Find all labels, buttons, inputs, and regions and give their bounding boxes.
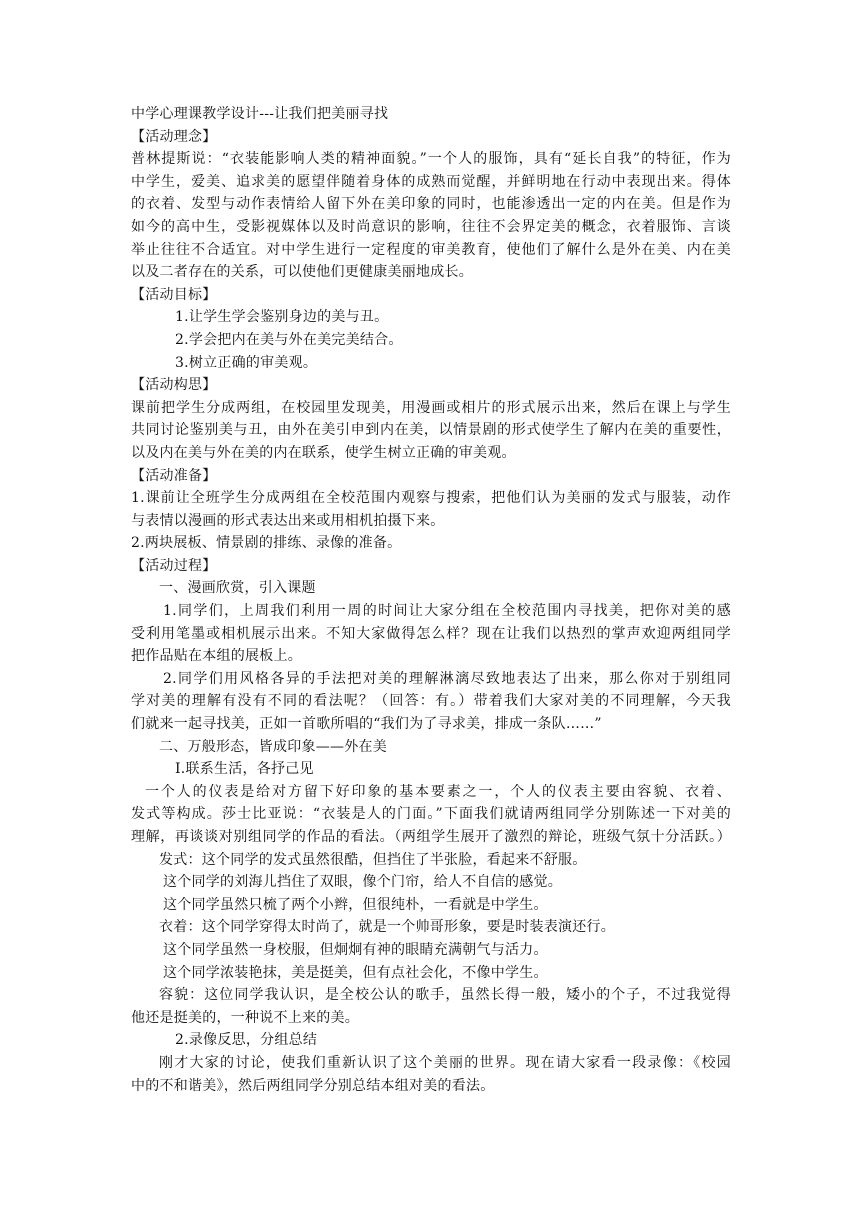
paragraph-line: 共同讨论鉴别美与丑，由外在美引申到内在美，以情景剧的形式使学生了解内在美的重要性， (131, 422, 731, 439)
paragraph-line: 刚才大家的讨论，使我们重新认识了这个美丽的世界。现在请大家看一段录像：《校园 (159, 1054, 731, 1071)
section-heading: 【活动理念】 (131, 128, 217, 145)
paragraph-line: 如今的高中生，受影视媒体以及时尚意识的影响，往往不会界定美的概念，衣着服饰、言谈 (131, 218, 731, 235)
section-heading: 【活动准备】 (131, 467, 217, 484)
paragraph-line: 衣着：这个同学穿得太时尚了，就是一个帅哥形象，要是时装表演还行。 (159, 919, 615, 936)
subsection-heading: 二、万般形态，皆成印象——外在美 (159, 738, 387, 755)
paragraph-line: 们就来一起寻找美，正如一首歌所唱的“我们为了寻求美，排成一条队……” (131, 716, 602, 733)
section-heading: 【活动构思】 (131, 377, 217, 394)
document-page (131, 103, 731, 1097)
paragraph-line: 以及内在美与外在美的内在联系，使学生树立正确的审美观。 (131, 444, 516, 461)
subsection-heading: Ⅰ.联系生活，各抒己见 (175, 761, 314, 778)
list-item: 3.树立正确的审美观。 (175, 354, 318, 371)
paragraph-line: 容貌：这位同学我认识，是全校公认的歌手，虽然长得一般，矮小的个子，不过我觉得 (159, 987, 731, 1004)
paragraph-line: 的衣着、发型与动作表情给人留下外在美印象的同时，也能渗透出一定的内在美。但是作为 (131, 196, 731, 213)
paragraph-line: 以及二者存在的关系，可以使他们更健康美丽地成长。 (131, 264, 473, 281)
paragraph-line: 发式：这个同学的发式虽然很酷，但挡住了半张脸，看起来不舒服。 (159, 851, 587, 868)
paragraph-line: 中的不和谐美》，然后两组同学分别总结本组对美的看法。 (131, 1077, 495, 1094)
paragraph-line: 学对美的理解有没有不同的看法呢？（回答：有。）带着我们大家对美的不同理解，今天我 (131, 693, 731, 710)
paragraph-line: 这个同学的刘海儿挡住了双眼，像个门帘，给人不自信的感觉。 (163, 874, 562, 891)
list-item: 2.学会把内在美与外在美完美结合。 (175, 331, 403, 348)
paragraph-line: 2.两块展板、情景剧的排练、录像的准备。 (131, 535, 402, 552)
paragraph-line: 他还是挺美的，一种说不上来的美。 (131, 1009, 359, 1026)
section-heading: 【活动目标】 (131, 286, 217, 303)
paragraph-line: 2.同学们用风格各异的手法把对美的理解淋漓尽致地表达了出来，那么你对于别组同 (163, 670, 731, 687)
subsection-heading: 2.录像反思，分组总结 (175, 1032, 318, 1049)
paragraph-line: 这个同学浓装艳抹，美是挺美，但有点社会化，不像中学生。 (163, 964, 548, 981)
paragraph-line: 理解，再谈谈对别组同学的作品的看法。（两组学生展开了激烈的辩论，班级气氛十分活跃。） (131, 829, 731, 845)
paragraph-line: 中学生，爱美、追求美的愿望伴随着身体的成熟而觉醒，并鲜明地在行动中表现出来。得体 (131, 173, 731, 190)
list-item: 1.让学生学会鉴别身边的美与丑。 (175, 309, 389, 326)
paragraph-line: 把作品贴在本组的展板上。 (131, 648, 302, 665)
subsection-heading: 一、漫画欣赏，引入课题 (159, 580, 316, 597)
paragraph-line: 1.课前让全班学生分成两组在全校范围内观察与搜索，把他们认为美丽的发式与服装，动作 (131, 490, 731, 507)
paragraph-line: 这个同学虽然只梳了两个小辫，但很纯朴，一看就是中学生。 (163, 896, 548, 913)
section-heading: 【活动过程】 (131, 557, 217, 574)
paragraph-line: 举止往往不合适宜。对中学生进行一定程度的审美教育，使他们了解什么是外在美、内在美 (131, 241, 731, 258)
paragraph-line: 与表情以漫画的形式表达出来或用相机拍摄下来。 (131, 512, 445, 529)
paragraph-line: 发式等构成。莎士比亚说：“衣装是人的门面。”下面我们就请两组同学分别陈述一下对美的 (131, 806, 731, 823)
paragraph-line: 1.同学们，上周我们利用一周的时间让大家分组在全校范围内寻找美，把你对美的感 (163, 603, 731, 620)
paragraph-line: 受利用笔墨或相机展示出来。不知大家做得怎么样？现在让我们以热烈的掌声欢迎两组同学 (131, 625, 731, 642)
paragraph-line: 这个同学虽然一身校服，但炯炯有神的眼睛充满朝气与活力。 (163, 941, 548, 958)
doc-title: 中学心理课教学设计---让我们把美丽寻找 (131, 106, 389, 122)
paragraph-line: 课前把学生分成两组，在校园里发现美，用漫画或相片的形式展示出来，然后在课上与学生 (131, 399, 731, 416)
paragraph-line: 普林提斯说：“衣装能影响人类的精神面貌。”一个人的服饰，具有“延长自我”的特征，作为 (131, 151, 731, 168)
paragraph-line: 一个人的仪表是给对方留下好印象的基本要素之一，个人的仪表主要由容貌、衣着、 (145, 783, 731, 800)
